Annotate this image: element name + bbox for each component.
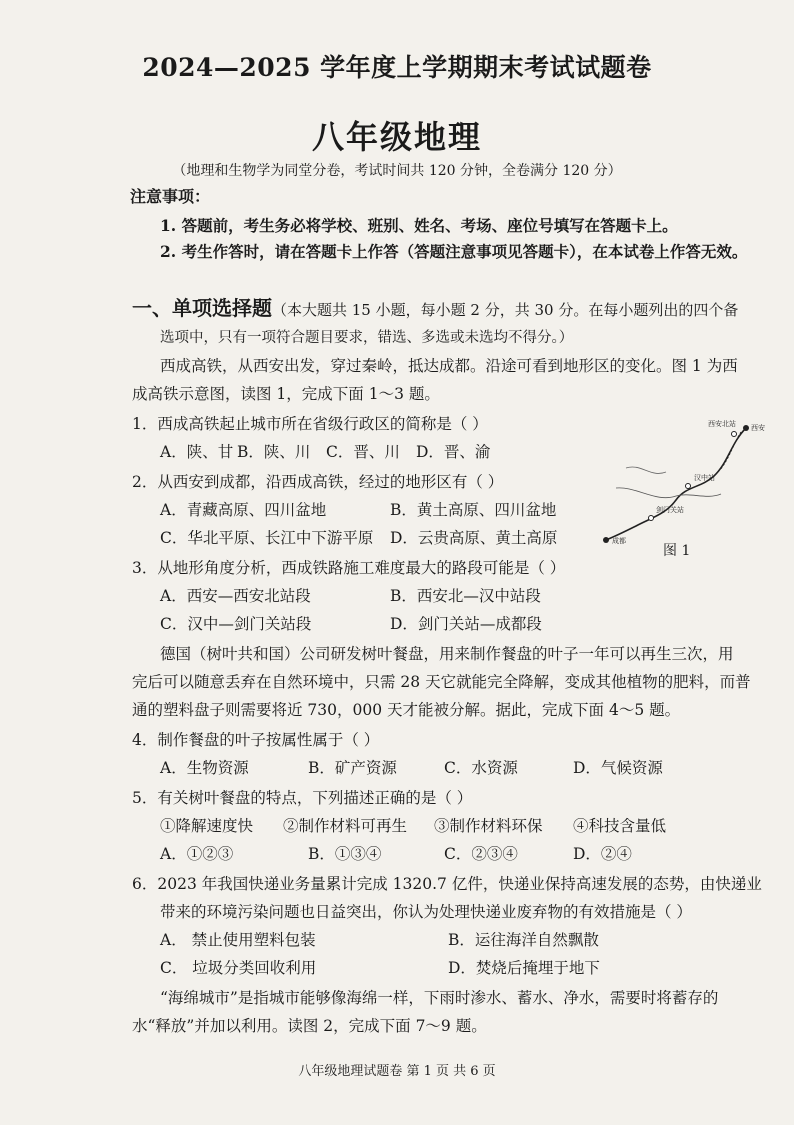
q3-option-b: B．西安北—汉中站段 [390, 587, 541, 605]
notice-heading: 注意事项： [130, 187, 211, 206]
q1-option-d: D．晋、渝 [416, 443, 491, 461]
q6-option-a: A． 禁止使用塑料包装 [160, 931, 316, 949]
station-jianmen-dot [649, 516, 654, 521]
exam-title: 2024—2025 学年度上学期期末考试试题卷 [142, 53, 652, 82]
q2-option-d: D．云贵高原、黄土高原 [390, 529, 558, 547]
section1-heading: 一、单项选择题 [132, 296, 272, 320]
notice-item-1: 1. 答题前，考生务必将学校、班别、姓名、考场、座位号填写在答题卡上。 [160, 216, 678, 235]
passage-1-line-2: 成高铁示意图，读图 1，完成下面 1～3 题。 [132, 385, 440, 403]
passage-3-line-2: 水“释放”并加以利用。读图 2，完成下面 7～9 题。 [132, 1017, 487, 1035]
q3-option-a: A．西安—西安北站段 [160, 587, 311, 605]
q5-statement-2: ②制作材料可再生 [283, 817, 408, 835]
q1-option-b: B．陕、川 [237, 443, 311, 461]
city-xian-dot [743, 425, 749, 431]
label-hanzhong: 汉中站 [694, 474, 715, 482]
q4-option-b: B．矿产资源 [308, 759, 397, 777]
station-xian-north-dot [732, 432, 737, 437]
q5-stem: 5．有关树叶餐盘的特点，下列描述正确的是（ ） [132, 789, 473, 807]
boundary-line [626, 467, 666, 473]
q6-option-d: D．焚烧后掩埋于地下 [448, 959, 600, 977]
passage-2-line-1: 德国（树叶共和国）公司研发树叶餐盘，用来制作餐盘的叶子一年可以再生三次，用 [160, 645, 734, 663]
exam-note: （地理和生物学为同堂分卷，考试时间共 120 分钟，全卷满分 120 分） [172, 163, 622, 179]
passage-1-line-1: 西成高铁，从西安出发，穿过秦岭，抵达成都。沿途可看到地形区的变化。图 1 为西 [160, 357, 738, 375]
q6-stem-line-1: 6．2023 年我国快递业务量累计完成 1320.7 亿件，快递业保持高速发展的态势，由快递业 [132, 875, 762, 893]
label-xian: 西安 [751, 424, 765, 432]
q4-stem: 4．制作餐盘的叶子按属性属于（ ） [132, 731, 380, 749]
exam-subject: 八年级地理 [311, 118, 482, 156]
label-jianmen: 剑门关站 [656, 506, 684, 514]
figure-1-rail-map [596, 408, 774, 558]
passage-2-line-3: 通的塑料盘子则需要将近 730，000 天才能被分解。据此，完成下面 4～5 题。 [132, 701, 681, 719]
notice-item-2: 2. 考生作答时，请在答题卡上作答（答题注意事项见答题卡），在本试卷上作答无效。 [160, 242, 748, 261]
figure-1-caption: 图 1 [663, 543, 691, 559]
station-hanzhong-dot [686, 484, 691, 489]
q2-stem: 2．从西安到成都，沿西成高铁，经过的地形区有（ ） [132, 473, 504, 491]
q2-option-b: B．黄土高原、四川盆地 [390, 501, 557, 519]
q1-option-a: A．陕、甘 [160, 443, 234, 461]
q4-option-c: C．水资源 [444, 759, 518, 777]
q2-option-c: C．华北平原、长江中下游平原 [160, 529, 374, 547]
rail-line [606, 428, 746, 540]
q5-option-d: D．②④ [573, 845, 632, 863]
passage-2-line-2: 完后可以随意丢弃在自然环境中，只需 28 天它就能完全降解，变成其他植物的肥料，而普 [132, 673, 751, 691]
q4-option-a: A．生物资源 [160, 759, 249, 777]
q5-statement-3: ③制作材料环保 [434, 817, 543, 835]
label-chengdu: 成都 [612, 537, 626, 545]
city-chengdu-dot [603, 537, 609, 543]
q2-option-a: A．青藏高原、四川盆地 [160, 501, 327, 519]
section1-header [132, 292, 738, 321]
section1-instruction-1: （本大题共 15 小题，每小题 2 分，共 30 分。在每小题列出的四个备 [272, 301, 739, 319]
q6-option-b: B．运往海洋自然飘散 [448, 931, 599, 949]
q3-option-d: D．剑门关站—成都段 [390, 615, 542, 633]
page-footer: 八年级地理试题卷 第 1 页 共 6 页 [298, 1064, 496, 1079]
passage-3-line-1: “海绵城市”是指城市能够像海绵一样，下雨时渗水、蓄水、净水，需要时将蓄存的 [160, 989, 719, 1007]
q1-stem: 1．西成高铁起止城市所在省级行政区的简称是（ ） [132, 415, 488, 433]
q3-option-c: C．汉中—剑门关站段 [160, 615, 312, 633]
label-xian-north: 西安北站 [708, 420, 736, 428]
q5-statement-1: ①降解速度快 [160, 817, 254, 835]
q5-option-a: A．①②③ [160, 845, 234, 863]
q5-option-b: B．①③④ [308, 845, 382, 863]
q5-statement-4: ④科技含量低 [573, 817, 667, 835]
q5-option-c: C．②③④ [444, 845, 518, 863]
q6-option-c: C． 垃圾分类回收利用 [160, 959, 317, 977]
q6-stem-line-2: 带来的环境污染问题也日益突出，你认为处理快递业废弃物的有效措施是（ ） [160, 903, 692, 921]
q1-option-c: C．晋、川 [326, 443, 400, 461]
q3-stem: 3．从地形角度分析，西成铁路施工难度最大的路段可能是（ ） [132, 559, 566, 577]
river-line [616, 488, 721, 498]
section1-instruction-2: 选项中，只有一项符合题目要求，错选、多选或未选均不得分。） [160, 330, 574, 346]
q4-option-d: D．气候资源 [573, 759, 663, 777]
